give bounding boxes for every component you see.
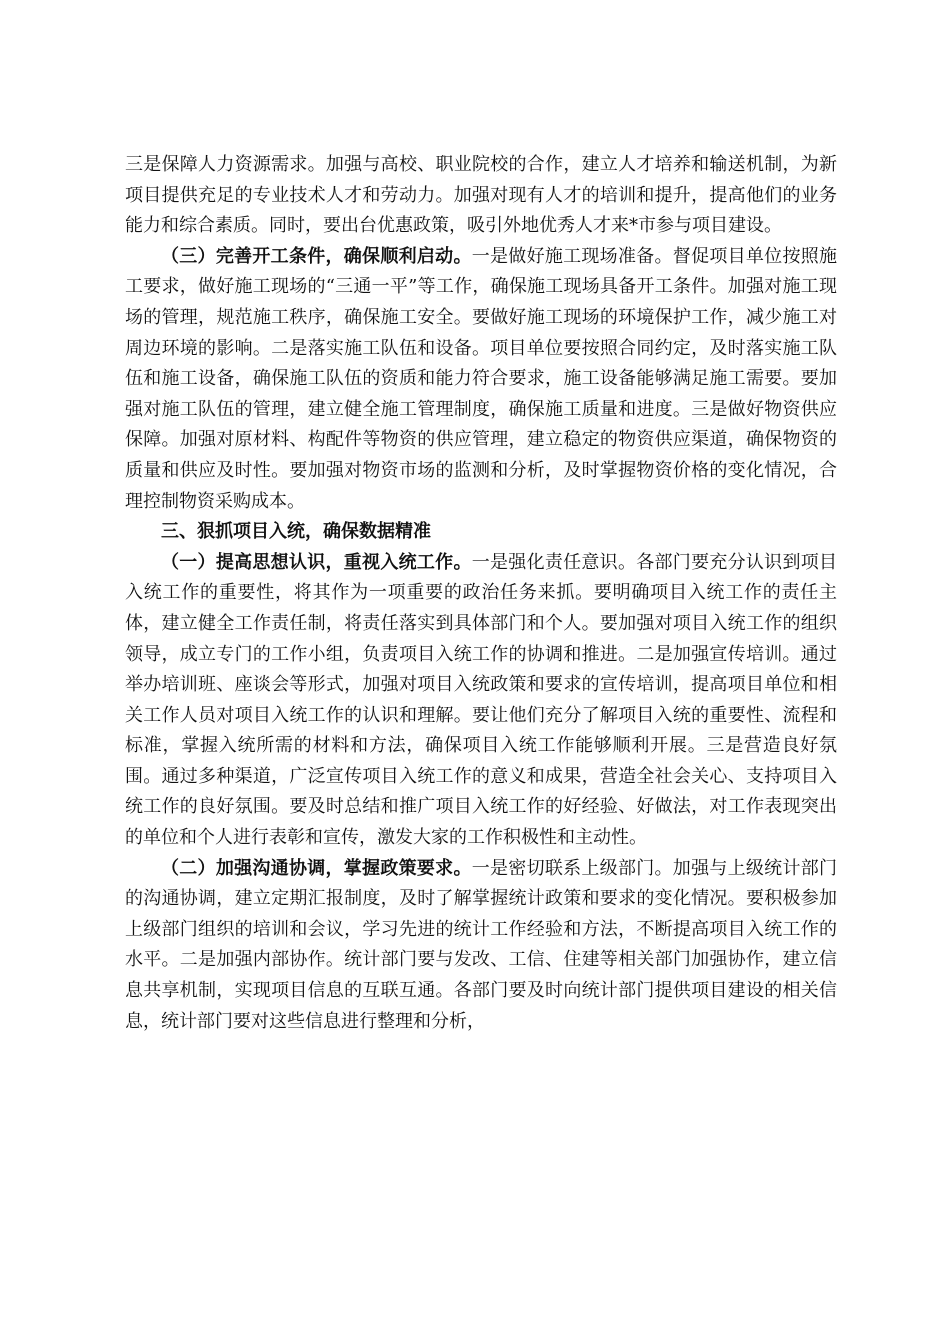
document-page bbox=[125, 150, 837, 1037]
paragraph-coordination bbox=[125, 854, 837, 1038]
paragraph-text: 三是保障人力资源需求。加强与高校、职业院校的合作，建立人才培养和输送机制，为新项目提供充足的专业技术人才和劳动力。加强对现有人才的培训和提升，提高他们的业务能力和综合素质。同时，要出台优惠政策，吸引外地优秀人才来*市参与项目建设。 bbox=[125, 154, 837, 237]
paragraph-lead: （一）提高思想认识，重视入统工作。 bbox=[161, 551, 472, 573]
paragraph-construction-conditions bbox=[125, 242, 837, 517]
paragraph-awareness bbox=[125, 548, 837, 854]
paragraph-human-resources bbox=[125, 150, 837, 242]
paragraph-text: 一是强化责任意识。各部门要充分认识到项目入统工作的重要性，将其作为一项重要的政治任务来抓。要明确项目入统工作的责任主体，建立健全工作责任制，将责任落实到具体部门和个人。要加强对项目入统工作的组织领导，成立专门的工作小组，负责项目入统工作的协调和推进。二是加强宣传培训。通过举办培训班、座谈会等形式，加强对项目入统政策和要求的宣传培训，提高项目单位和相关工作人员对项目入统工作的认识和理解。要让他们充分了解项目入统的重要性、流程和标准，掌握入统所需的材料和方法，确保项目入统工作能够顺利开展。三是营造良好氛围。通过多种渠道，广泛宣传项目入统工作的意义和成果，营造全社会关心、支持项目入统工作的良好氛围。要及时总结和推广项目入统工作的好经验、好做法，对工作表现突出的单位和个人进行表彰和宣传，激发大家的工作积极性和主动性。 bbox=[125, 551, 838, 849]
paragraph-text: 一是做好施工现场准备。督促项目单位按照施工要求，做好施工现场的“三通一平”等工作，确保施工现场具备开工条件。加强对施工现场的管理，规范施工秩序，确保施工安全。要做好施工现场的环境保护工作，减少施工对周边环境的影响。二是落实施工队伍和设备。项目单位要按照合同约定，及时落实施工队伍和施工设备，确保施工队伍的资质和能力符合要求，施工设备能够满足施工需要。要加强对施工队伍的管理，建立健全施工管理制度，确保施工质量和进度。三是做好物资供应保障。加强对原材料、构配件等物资的供应管理，建立稳定的物资供应渠道，确保物资的质量和供应及时性。要加强对物资市场的监测和分析，及时掌握物资价格的变化情况，合理控制物资采购成本。 bbox=[125, 245, 838, 512]
paragraph-lead: （二）加强沟通协调，掌握政策要求。 bbox=[161, 857, 472, 879]
paragraph-text: 一是密切联系上级部门。加强与上级统计部门的沟通协调，建立定期汇报制度，及时了解掌握统计政策和要求的变化情况。要积极参加上级部门组织的培训和会议，学习先进的统计工作经验和方法，不断提高项目入统工作的水平。二是加强内部协作。统计部门要与发改、工信、住建等相关部门加强协作，建立信息共享机制，实现项目信息的互联互通。各部门要及时向统计部门提供项目建设的相关信息，统计部门要对这些信息进行整理和分析， bbox=[125, 857, 838, 1032]
paragraph-lead: （三）完善开工条件，确保顺利启动。 bbox=[161, 245, 472, 267]
section-heading: 三、狠抓项目入统，确保数据精准 bbox=[161, 521, 431, 543]
